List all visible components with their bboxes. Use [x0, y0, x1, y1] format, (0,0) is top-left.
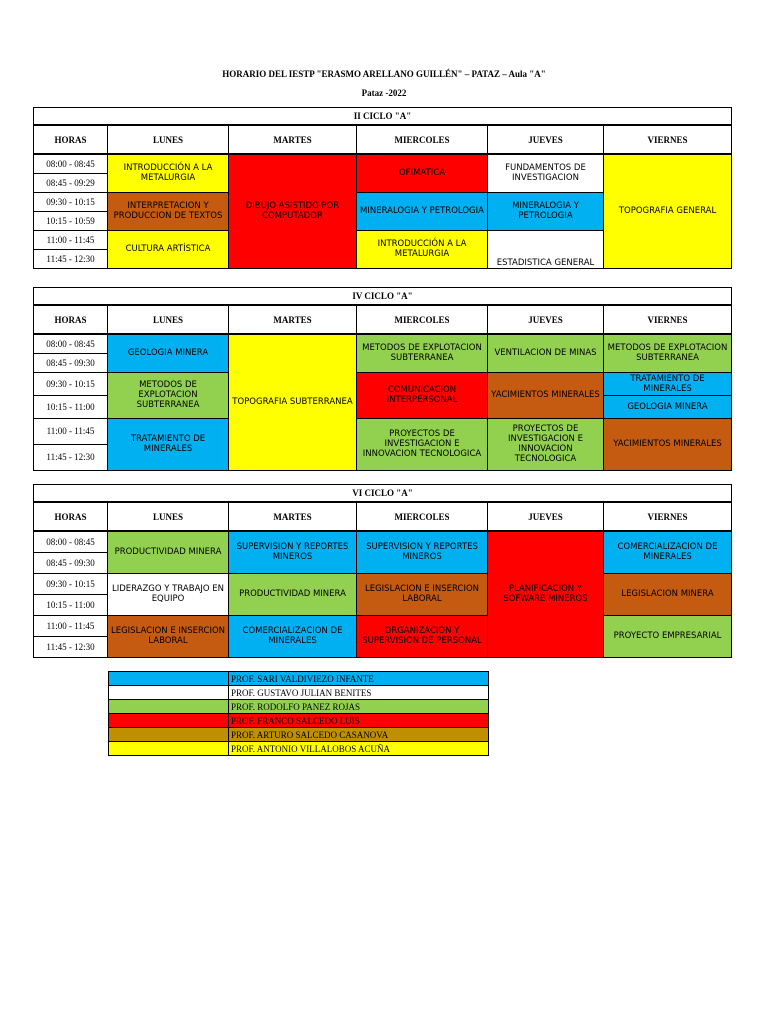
class-cell: SUPERVISION Y REPORTES MINEROS: [357, 531, 488, 573]
class-cell: PRODUCTIVIDAD MINERA: [108, 531, 229, 573]
class-cell: CULTURA ARTÍSTICA: [108, 230, 229, 268]
time-slot: 10:15 - 10:59: [34, 211, 108, 230]
header-horas: HORAS: [34, 502, 108, 531]
time-slot: 11:45 - 12:30: [34, 249, 108, 268]
legend-teacher: PROF. FRANCO SALCEDO LUIS: [229, 714, 489, 728]
class-cell: MINERALOGIA Y PETROLOGIA: [488, 192, 604, 230]
class-cell: GEOLOGIA MINERA: [108, 334, 229, 372]
time-slot: 11:45 - 12:30: [34, 636, 108, 657]
legend-teacher: PROF. SARI VALDIVIEZO INFANTE: [229, 672, 489, 686]
header-martes: MARTES: [229, 125, 357, 154]
class-cell: LIDERAZGO Y TRABAJO EN EQUIPO: [108, 573, 229, 615]
class-cell: INTRODUCCIÓN A LA METALURGIA: [108, 154, 229, 192]
time-slot: 08:00 - 08:45: [34, 334, 108, 353]
class-cell: PROYECTOS DE INVESTIGACION E INNOVACION TECNOLOGICA: [488, 418, 604, 470]
time-slot: 09:30 - 10:15: [34, 573, 108, 594]
class-cell: TOPOGRAFIA SUBTERRANEA: [229, 334, 357, 470]
class-cell: TRATAMIENTO DE MINERALES: [108, 418, 229, 470]
header-miercoles: MIERCOLES: [357, 125, 488, 154]
header-jueves: JUEVES: [488, 305, 604, 334]
class-cell: TOPOGRAFIA GENERAL: [604, 154, 732, 268]
time-slot: 09:30 - 10:15: [34, 192, 108, 211]
header-lunes: LUNES: [108, 125, 229, 154]
class-cell: YACIMIENTOS MINERALES: [604, 418, 732, 470]
time-slot: 08:00 - 08:45: [34, 154, 108, 173]
class-cell: OFIMATICA: [357, 154, 488, 192]
time-slot: 10:15 - 11:00: [34, 594, 108, 615]
legend-swatch: [109, 728, 229, 742]
class-cell: PLANIFICACION Y SOFWARE MINEROS: [488, 531, 604, 657]
class-cell: SUPERVISION Y REPORTES MINEROS: [229, 531, 357, 573]
class-cell: COMUNICACION INTERPERSONAL: [357, 372, 488, 418]
legend-swatch: [109, 686, 229, 700]
legend-swatch: [109, 742, 229, 756]
legend-swatch: [109, 672, 229, 686]
cycle-title: II CICLO "A": [34, 108, 732, 126]
class-cell: MINERALOGIA Y PETROLOGIA: [357, 192, 488, 230]
teacher-legend: [108, 671, 489, 756]
class-cell: LEGISLACION E INSERCION LABORAL: [108, 615, 229, 657]
header-martes: MARTES: [229, 502, 357, 531]
class-cell: LEGISLACION MINERA: [604, 573, 732, 615]
header-lunes: LUNES: [108, 305, 229, 334]
time-slot: 10:15 - 11:00: [34, 395, 108, 418]
class-cell: LEGISLACION E INSERCION LABORAL: [357, 573, 488, 615]
legend-teacher: PROF. RODOLFO PANEZ ROJAS: [229, 700, 489, 714]
class-cell: COMERCIALIZACION DE MINERALES: [604, 531, 732, 573]
class-cell: PRODUCTIVIDAD MINERA: [229, 573, 357, 615]
class-cell: INTRODUCCIÓN A LA METALURGIA: [357, 230, 488, 268]
schedule-title: HORARIO DEL IESTP "ERASMO ARELLANO GUILLÉN" – PATAZ – Aula "A": [222, 69, 546, 79]
class-cell: ESTADISTICA GENERAL: [488, 230, 604, 268]
class-cell: ORGANIZACIÓN Y SUPERVISION DE PERSONAL: [357, 615, 488, 657]
time-slot: 11:00 - 11:45: [34, 418, 108, 444]
class-cell: METODOS DE EXPLOTACION SUBTERRANEA: [108, 372, 229, 418]
header-viernes: VIERNES: [604, 305, 732, 334]
class-cell: COMERCIALIZACION DE MINERALES: [229, 615, 357, 657]
header-lunes: LUNES: [108, 502, 229, 531]
header-jueves: JUEVES: [488, 125, 604, 154]
class-cell: PROYECTO EMPRESARIAL: [604, 615, 732, 657]
class-cell: INTERPRETACION Y PRODUCCION DE TEXTOS: [108, 192, 229, 230]
schedule-subtitle: Pataz -2022: [361, 88, 407, 98]
legend-teacher: PROF. ARTURO SALCEDO CASANOVA: [229, 728, 489, 742]
legend-teacher: PROF. GUSTAVO JULIAN BENITES: [229, 686, 489, 700]
time-slot: 11:00 - 11:45: [34, 230, 108, 249]
class-cell: METODOS DE EXPLOTACION SUBTERRANEA: [357, 334, 488, 372]
time-slot: 08:45 - 09:30: [34, 552, 108, 573]
time-slot: 11:45 - 12:30: [34, 444, 108, 470]
schedule-table-cycle-4: [33, 287, 732, 471]
header-horas: HORAS: [34, 305, 108, 334]
legend-swatch: [109, 700, 229, 714]
header-jueves: JUEVES: [488, 502, 604, 531]
class-cell: METODOS DE EXPLOTACION SUBTERRANEA: [604, 334, 732, 372]
schedule-table-cycle-6: [33, 484, 732, 658]
legend-swatch: [109, 714, 229, 728]
time-slot: 08:00 - 08:45: [34, 531, 108, 552]
time-slot: 09:30 - 10:15: [34, 372, 108, 395]
header-miercoles: MIERCOLES: [357, 305, 488, 334]
legend-teacher: PROF. ANTONIO VILLALOBOS ACUÑA: [229, 742, 489, 756]
header-martes: MARTES: [229, 305, 357, 334]
class-cell: TRATAMIENTO DE MINERALES: [604, 372, 732, 395]
header-horas: HORAS: [34, 125, 108, 154]
header-viernes: VIERNES: [604, 502, 732, 531]
time-slot: 11:00 - 11:45: [34, 615, 108, 636]
class-cell: PROYECTOS DE INVESTIGACION E INNOVACION TECNOLOGICA: [357, 418, 488, 470]
class-cell: GEOLOGIA MINERA: [604, 395, 732, 418]
cycle-title: IV CICLO "A": [34, 288, 732, 306]
time-slot: 08:45 - 09:29: [34, 173, 108, 192]
cycle-title: VI CICLO "A": [34, 485, 732, 503]
class-cell: VENTILACION DE MINAS: [488, 334, 604, 372]
class-cell: FUNDAMENTOS DE INVESTIGACION: [488, 154, 604, 192]
header-viernes: VIERNES: [604, 125, 732, 154]
header-miercoles: MIERCOLES: [357, 502, 488, 531]
class-cell: DIBUJO ASISTIDO POR COMPUTADOR: [229, 154, 357, 268]
class-cell: YACIMIENTOS MINERALES: [488, 372, 604, 418]
schedule-table-cycle-2: [33, 107, 732, 269]
time-slot: 08:45 - 09:30: [34, 353, 108, 372]
